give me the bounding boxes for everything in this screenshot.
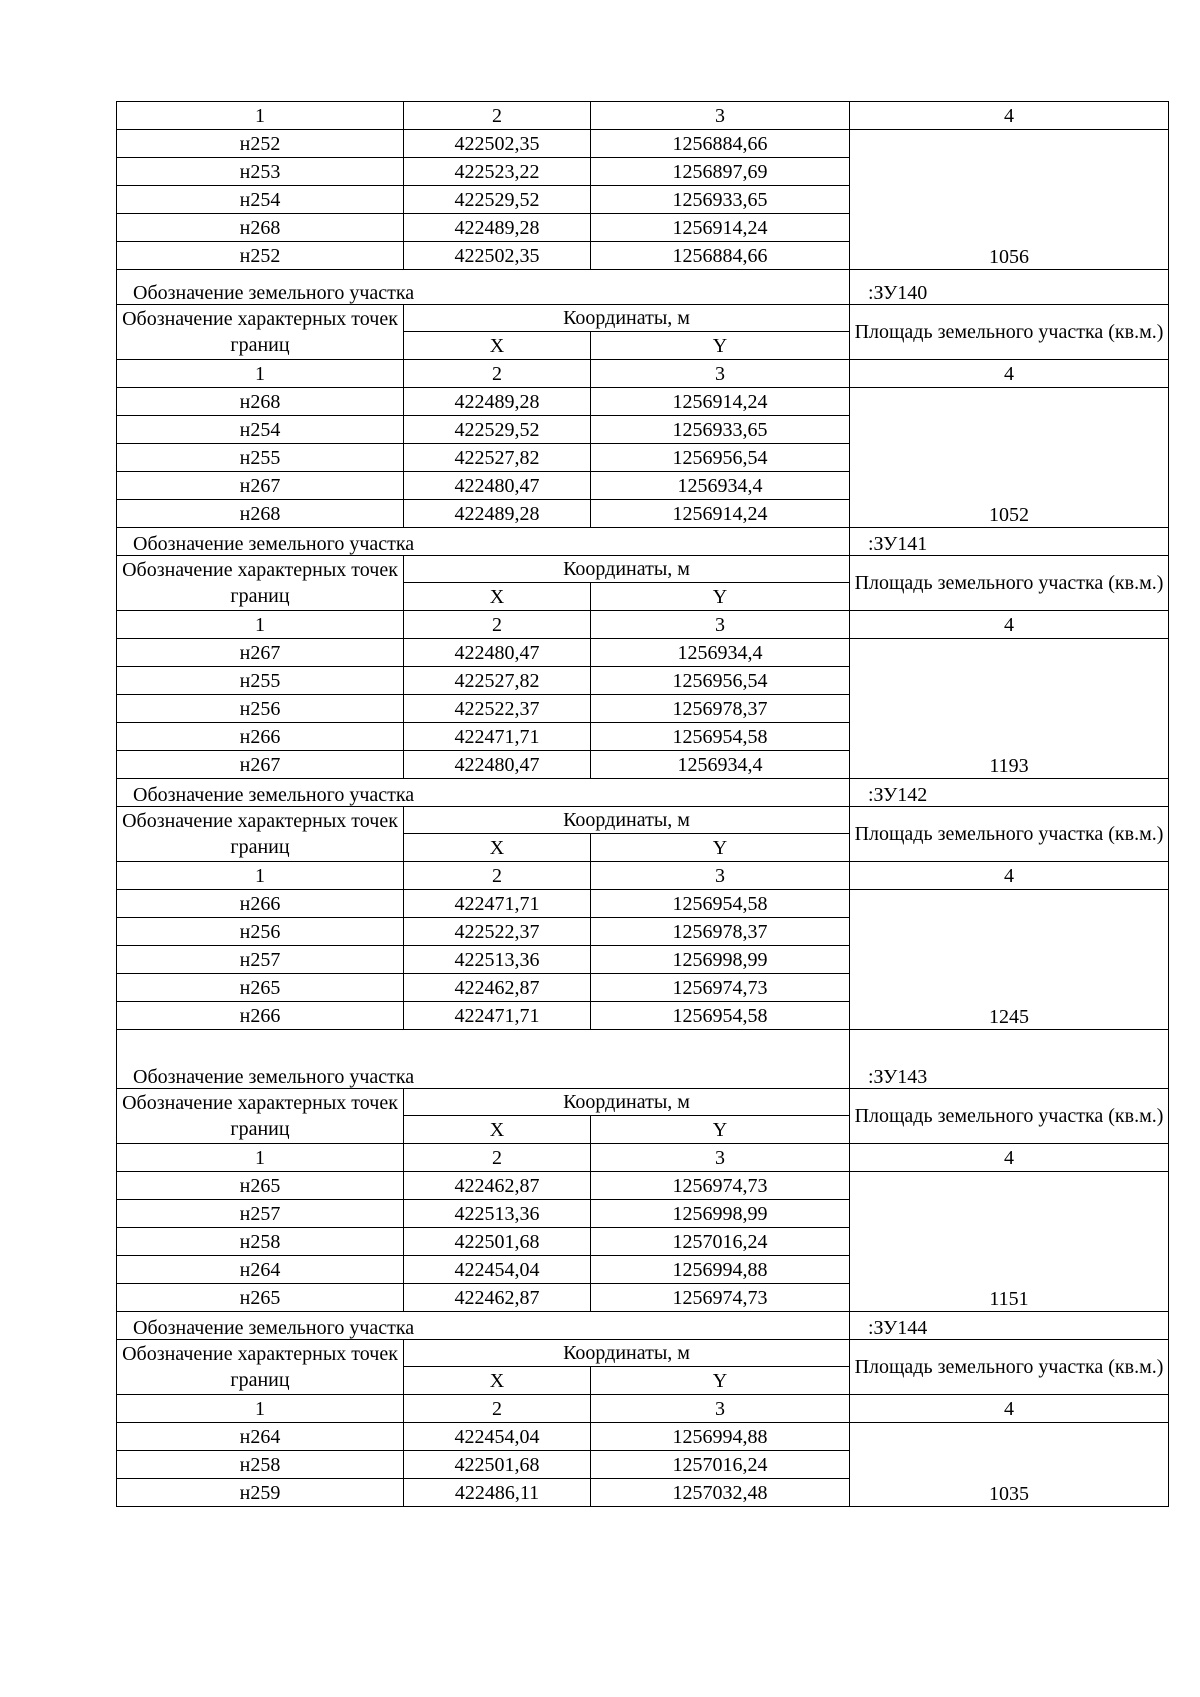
parcel-heading-label: Обозначение земельного участка: [117, 528, 850, 556]
x-coordinate: 422454,04: [404, 1423, 591, 1451]
x-coordinate: 422522,37: [404, 918, 591, 946]
y-coordinate: 1256994,88: [591, 1256, 850, 1284]
point-label: н257: [117, 1200, 404, 1228]
x-axis-header: X: [404, 834, 591, 862]
table-row: [117, 388, 1169, 416]
y-coordinate: 1256998,99: [591, 946, 850, 974]
y-coordinate: 1256934,4: [591, 751, 850, 779]
y-coordinate: 1256897,69: [591, 158, 850, 186]
y-coordinate: 1256933,65: [591, 416, 850, 444]
parcel-area: 1052: [850, 388, 1169, 528]
y-coordinate: 1256914,24: [591, 500, 850, 528]
point-label: н265: [117, 1172, 404, 1200]
y-coordinate: 1257016,24: [591, 1451, 850, 1479]
x-axis-header: X: [404, 583, 591, 611]
parcel-area: 1035: [850, 1423, 1169, 1507]
column-number: 3: [591, 862, 850, 890]
point-label: н265: [117, 974, 404, 1002]
x-coordinate: 422480,47: [404, 472, 591, 500]
column-numbers-row: [117, 1144, 1169, 1172]
column-number: 4: [850, 862, 1169, 890]
area-header: Площадь земельного участка (кв.м.): [850, 556, 1169, 611]
column-header-row: [117, 1089, 1169, 1116]
points-header: Обозначение характерных точек границ: [117, 807, 404, 862]
x-coordinate: 422486,11: [404, 1479, 591, 1507]
point-label: н255: [117, 667, 404, 695]
parcel-heading-row: [117, 270, 1169, 305]
table-row: [117, 890, 1169, 918]
x-coordinate: 422527,82: [404, 444, 591, 472]
point-label: н253: [117, 158, 404, 186]
points-header: Обозначение характерных точек границ: [117, 556, 404, 611]
point-label: н254: [117, 186, 404, 214]
column-number: 3: [591, 102, 850, 130]
y-coordinate: 1256978,37: [591, 918, 850, 946]
parcel-area: 1193: [850, 639, 1169, 779]
point-label: н258: [117, 1228, 404, 1256]
parcel-area: 1151: [850, 1172, 1169, 1312]
points-header: Обозначение характерных точек границ: [117, 305, 404, 360]
x-coordinate: 422513,36: [404, 1200, 591, 1228]
x-axis-header: X: [404, 1116, 591, 1144]
x-coordinate: 422529,52: [404, 416, 591, 444]
parcel-heading-row: [117, 1030, 1169, 1089]
x-coordinate: 422462,87: [404, 1172, 591, 1200]
point-label: н264: [117, 1256, 404, 1284]
y-coordinate: 1256884,66: [591, 242, 850, 270]
point-label: н256: [117, 695, 404, 723]
column-number: 1: [117, 102, 404, 130]
x-coordinate: 422529,52: [404, 186, 591, 214]
y-coordinate: 1257016,24: [591, 1228, 850, 1256]
point-label: н267: [117, 639, 404, 667]
y-coordinate: 1256934,4: [591, 639, 850, 667]
column-header-row: [117, 1340, 1169, 1367]
x-coordinate: 422454,04: [404, 1256, 591, 1284]
y-coordinate: 1256884,66: [591, 130, 850, 158]
column-numbers-row: [117, 862, 1169, 890]
y-axis-header: Y: [591, 583, 850, 611]
x-coordinate: 422522,37: [404, 695, 591, 723]
column-number: 3: [591, 1395, 850, 1423]
point-label: н255: [117, 444, 404, 472]
y-coordinate: 1257032,48: [591, 1479, 850, 1507]
point-label: н264: [117, 1423, 404, 1451]
column-number: 1: [117, 360, 404, 388]
y-coordinate: 1256994,88: [591, 1423, 850, 1451]
column-number: 2: [404, 611, 591, 639]
y-axis-header: Y: [591, 834, 850, 862]
area-header: Площадь земельного участка (кв.м.): [850, 1089, 1169, 1144]
table-row: [117, 130, 1169, 158]
point-label: н252: [117, 242, 404, 270]
parcel-heading-label: Обозначение земельного участка: [117, 270, 850, 305]
parcel-code: :ЗУ142: [850, 779, 1169, 807]
column-number: 4: [850, 360, 1169, 388]
coordinates-header: Координаты, м: [404, 1340, 850, 1367]
y-coordinate: 1256934,4: [591, 472, 850, 500]
point-label: н265: [117, 1284, 404, 1312]
column-header-row: [117, 556, 1169, 583]
parcel-heading-row: [117, 779, 1169, 807]
point-label: н268: [117, 214, 404, 242]
y-coordinate: 1256954,58: [591, 890, 850, 918]
point-label: н268: [117, 500, 404, 528]
parcel-code: :ЗУ141: [850, 528, 1169, 556]
y-coordinate: 1256974,73: [591, 1284, 850, 1312]
parcel-heading-row: [117, 1312, 1169, 1340]
column-number: 3: [591, 360, 850, 388]
point-label: н267: [117, 472, 404, 500]
parcel-heading-label: Обозначение земельного участка: [117, 1030, 850, 1089]
column-header-row: [117, 807, 1169, 834]
column-header-row: [117, 305, 1169, 332]
x-coordinate: 422502,35: [404, 242, 591, 270]
coordinates-table: [116, 101, 1169, 1507]
y-coordinate: 1256914,24: [591, 214, 850, 242]
x-coordinate: 422471,71: [404, 723, 591, 751]
x-axis-header: X: [404, 1367, 591, 1395]
table-row: [117, 639, 1169, 667]
column-number: 3: [591, 1144, 850, 1172]
parcel-code: :ЗУ143: [850, 1030, 1169, 1089]
x-coordinate: 422489,28: [404, 388, 591, 416]
parcel-heading-label: Обозначение земельного участка: [117, 1312, 850, 1340]
points-header: Обозначение характерных точек границ: [117, 1340, 404, 1395]
column-number: 2: [404, 1144, 591, 1172]
column-number: 4: [850, 102, 1169, 130]
coordinates-header: Координаты, м: [404, 305, 850, 332]
x-coordinate: 422513,36: [404, 946, 591, 974]
document-page: [116, 101, 1168, 1507]
column-number: 2: [404, 102, 591, 130]
column-number: 4: [850, 611, 1169, 639]
x-coordinate: 422480,47: [404, 751, 591, 779]
area-header: Площадь земельного участка (кв.м.): [850, 807, 1169, 862]
x-coordinate: 422523,22: [404, 158, 591, 186]
point-label: н266: [117, 890, 404, 918]
coordinates-header: Координаты, м: [404, 807, 850, 834]
point-label: н268: [117, 388, 404, 416]
column-numbers-row: [117, 611, 1169, 639]
column-number: 1: [117, 1395, 404, 1423]
y-coordinate: 1256954,58: [591, 1002, 850, 1030]
table-row: [117, 1172, 1169, 1200]
y-axis-header: Y: [591, 1116, 850, 1144]
column-numbers-row: [117, 360, 1169, 388]
y-axis-header: Y: [591, 332, 850, 360]
x-axis-header: X: [404, 332, 591, 360]
column-numbers-row: [117, 102, 1169, 130]
column-number: 2: [404, 1395, 591, 1423]
point-label: н257: [117, 946, 404, 974]
y-coordinate: 1256974,73: [591, 1172, 850, 1200]
parcel-heading-row: [117, 528, 1169, 556]
y-coordinate: 1256933,65: [591, 186, 850, 214]
y-coordinate: 1256956,54: [591, 444, 850, 472]
x-coordinate: 422502,35: [404, 130, 591, 158]
parcel-code: :ЗУ140: [850, 270, 1169, 305]
parcel-area: 1245: [850, 890, 1169, 1030]
coordinates-header: Координаты, м: [404, 556, 850, 583]
column-number: 1: [117, 1144, 404, 1172]
y-coordinate: 1256956,54: [591, 667, 850, 695]
point-label: н254: [117, 416, 404, 444]
parcel-heading-label: Обозначение земельного участка: [117, 779, 850, 807]
x-coordinate: 422489,28: [404, 500, 591, 528]
area-header: Площадь земельного участка (кв.м.): [850, 1340, 1169, 1395]
parcel-code: :ЗУ144: [850, 1312, 1169, 1340]
y-axis-header: Y: [591, 1367, 850, 1395]
x-coordinate: 422489,28: [404, 214, 591, 242]
x-coordinate: 422527,82: [404, 667, 591, 695]
area-header: Площадь земельного участка (кв.м.): [850, 305, 1169, 360]
point-label: н259: [117, 1479, 404, 1507]
x-coordinate: 422501,68: [404, 1228, 591, 1256]
column-number: 4: [850, 1395, 1169, 1423]
x-coordinate: 422462,87: [404, 974, 591, 1002]
column-number: 2: [404, 360, 591, 388]
y-coordinate: 1256914,24: [591, 388, 850, 416]
y-coordinate: 1256974,73: [591, 974, 850, 1002]
x-coordinate: 422471,71: [404, 1002, 591, 1030]
point-label: н267: [117, 751, 404, 779]
parcel-area: 1056: [850, 130, 1169, 270]
x-coordinate: 422501,68: [404, 1451, 591, 1479]
y-coordinate: 1256954,58: [591, 723, 850, 751]
y-coordinate: 1256998,99: [591, 1200, 850, 1228]
point-label: н252: [117, 130, 404, 158]
points-header: Обозначение характерных точек границ: [117, 1089, 404, 1144]
point-label: н258: [117, 1451, 404, 1479]
point-label: н256: [117, 918, 404, 946]
column-numbers-row: [117, 1395, 1169, 1423]
column-number: 1: [117, 862, 404, 890]
x-coordinate: 422471,71: [404, 890, 591, 918]
column-number: 4: [850, 1144, 1169, 1172]
column-number: 2: [404, 862, 591, 890]
column-number: 1: [117, 611, 404, 639]
x-coordinate: 422462,87: [404, 1284, 591, 1312]
coordinates-header: Координаты, м: [404, 1089, 850, 1116]
point-label: н266: [117, 1002, 404, 1030]
point-label: н266: [117, 723, 404, 751]
y-coordinate: 1256978,37: [591, 695, 850, 723]
column-number: 3: [591, 611, 850, 639]
table-row: [117, 1423, 1169, 1451]
x-coordinate: 422480,47: [404, 639, 591, 667]
